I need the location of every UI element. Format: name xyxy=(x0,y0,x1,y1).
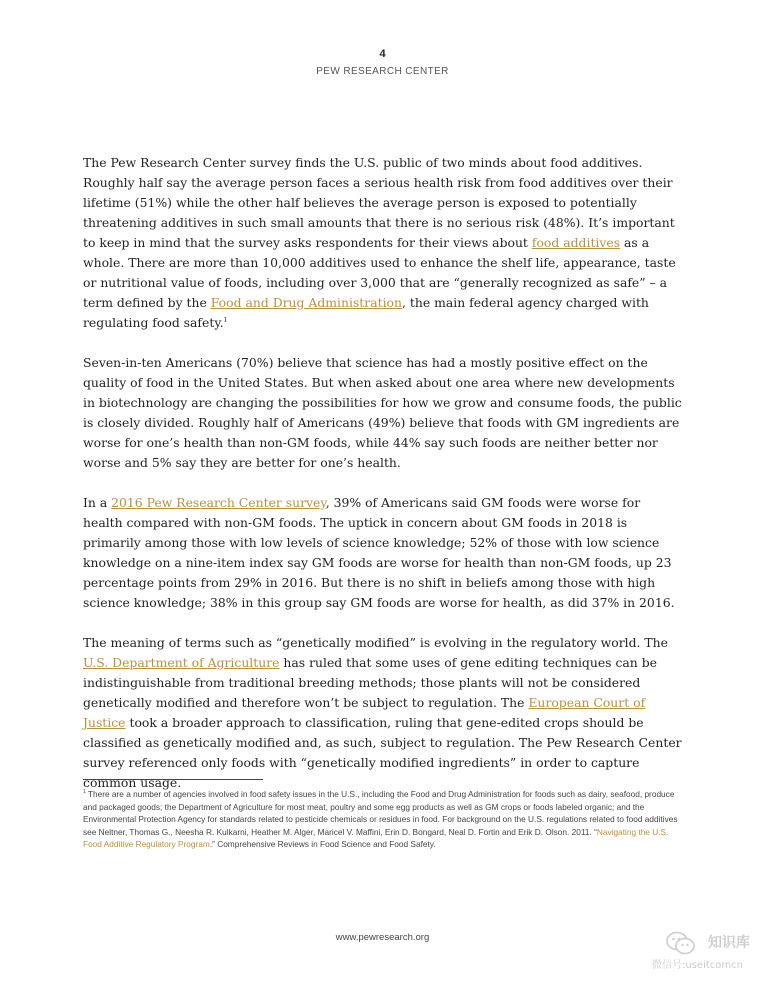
body-text xyxy=(83,153,683,813)
watermark-title: 知识库 xyxy=(708,935,750,951)
paragraph-text: as a whole. There are more than 10,000 additives used to enhance the shelf life, appearance, taste or nutritional value of foods, including over 3,000 that are “generally recognized as safe” – a term defined by the xyxy=(83,235,676,310)
footnote-text: .” Comprehensive Reviews in Food Science and Food Safety. xyxy=(209,839,436,850)
paragraph-text: took a broader approach to classification, ruling that gene-edited crops should be classified as genetically modified and, as such, subject to regulation. The Pew Research Center survey referenced only foods with “genetically modified ingredients” in order to capture common usage. xyxy=(83,715,682,790)
usda-link[interactable]: U.S. Department of Agriculture xyxy=(83,655,280,670)
regulatory-program-link[interactable]: Navigating the U.S. Food Additive Regulatory Program xyxy=(83,826,669,850)
food-additives-link[interactable]: food additives xyxy=(531,235,621,250)
paragraph-food-additives xyxy=(83,153,683,333)
paragraph-text: has ruled that some uses of gene editing techniques can be indistinguishable from traditional breeding methods; those plants will not be considered genetically modified and therefore won’t be subject to regulation. The xyxy=(83,655,657,710)
footnote-text: There are a number of agencies involved in food safety issues in the U.S., including the Food and Drug Administration for foods such as dairy, seafood, produce and packaged goods; the Department of Agriculture for most meat, poultry and some egg products as well as GM crops or foods labeled organic; and the Environmental Protection Agency for standards related to pesticide chemicals or residues in food. For background on the U.S. regulations related to food additives see Neltner, Thomas G., Neesha R. Kulkarni, Heather M. Alger, Maricel V. Maffini, Erin D. Bongard, Neal D. Fortin and Erik D. Olson. 2011. “ xyxy=(83,789,678,837)
watermark-subtitle: 微信号:useitcomcn xyxy=(652,960,743,971)
watermark xyxy=(652,928,762,978)
footnote-marker: 1 xyxy=(83,789,86,796)
footnote-reference[interactable]: 1 xyxy=(223,316,228,324)
paragraph-regulation xyxy=(83,633,683,796)
survey-2016-link[interactable]: 2016 Pew Research Center survey xyxy=(111,495,326,510)
european-court-link[interactable]: European Court of Justice xyxy=(83,695,646,730)
paragraph-text: , the main federal agency charged with regulating food safety. xyxy=(83,295,649,330)
footnote-divider xyxy=(83,779,263,780)
paragraph-2016-survey xyxy=(83,493,683,613)
paragraph-gm-foods: Seven-in-ten Americans (70%) believe that science has had a mostly positive effect on the quality of food in the United States. But when asked about one area where new developments in biotechnology are changing the possibilities for how we grow and consume foods, the public is closely divided. Roughly half of Americans (49%) believe that foods with GM ingredients are worse for one’s health than non-GM foods, while 44% say such foods are neither better nor worse and 5% say they are better for one’s health. xyxy=(83,355,682,470)
org-name-header: PEW RESEARCH CENTER xyxy=(316,66,449,77)
footnote xyxy=(83,788,683,851)
paragraph-text: , 39% of Americans said GM foods were worse for health compared with non-GM foods. The uptick in concern about GM foods in 2018 is primarily among those with low levels of science knowledge; 52% of those with low science knowledge on a nine-item index say GM foods are worse for health than non-GM foods, up 23 percentage points from 29% in 2016. But there is no shift in beliefs among those with high science knowledge; 38% in this group say GM foods are worse for health, as did 37% in 2016. xyxy=(83,495,675,610)
paragraph-text: The meaning of terms such as “genetically modified” is evolving in the regulatory world. The xyxy=(83,635,668,650)
fda-link[interactable]: Food and Drug Administration xyxy=(210,295,402,310)
page-number: 4 xyxy=(379,48,386,60)
footer-url: www.pewresearch.org xyxy=(335,932,430,943)
paragraph-text: In a xyxy=(83,495,112,510)
wechat-icon xyxy=(666,930,696,956)
paragraph-text: The Pew Research Center survey finds the U.S. public of two minds about food additives. Roughly half say the average person faces a serious health risk from food additives over their lifetime (51%) while the other half believes the average person is exposed to potentially threatening additives in such small amounts that there is no serious risk (48%). It’s important to keep in mind that the survey asks respondents for their views about xyxy=(83,155,675,250)
